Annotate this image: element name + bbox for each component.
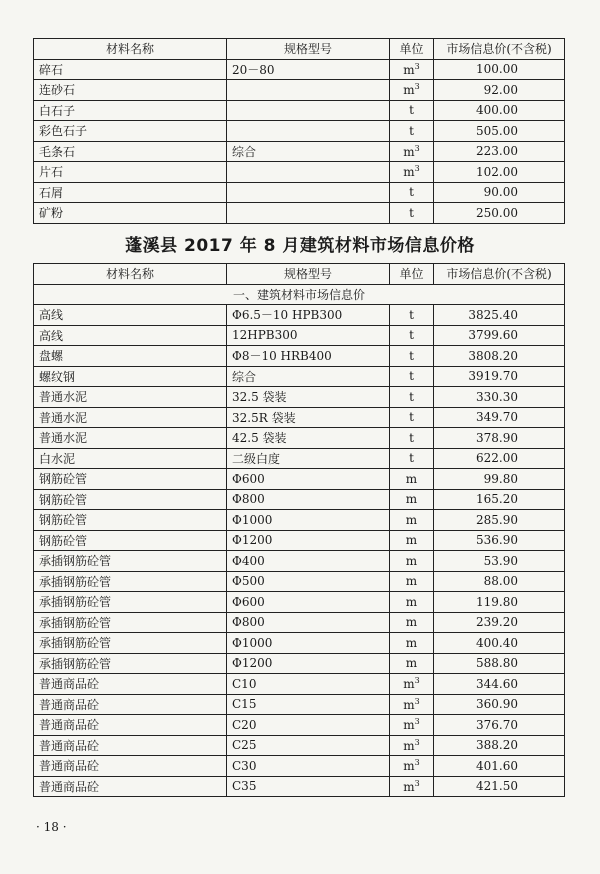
- spec-cell: C20: [227, 715, 390, 736]
- unit-superscript: 3: [414, 676, 420, 686]
- unit-text: m: [403, 718, 415, 733]
- spec-cell: 综合: [227, 141, 390, 162]
- material-name-cell: 普通商品砼: [34, 776, 227, 797]
- unit-text: m: [405, 492, 418, 507]
- unit-text: m: [405, 656, 418, 671]
- spec-cell: Φ1000: [227, 633, 390, 654]
- material-name-cell: 普通商品砼: [34, 694, 227, 715]
- unit-cell: [390, 387, 434, 408]
- unit-cell: [390, 203, 434, 224]
- unit-cell: [390, 530, 434, 551]
- unit-cell: [390, 776, 434, 797]
- material-name-cell: 钢筋砼管: [34, 489, 227, 510]
- table-row: [34, 551, 565, 572]
- material-name-cell: 钢筋砼管: [34, 530, 227, 551]
- spec-cell: Φ400: [227, 551, 390, 572]
- table-row: [34, 141, 565, 162]
- unit-text: m: [403, 759, 415, 774]
- price-table-continued: [33, 38, 565, 224]
- spec-cell: 32.5 袋装: [227, 387, 390, 408]
- unit-cell: [390, 80, 434, 101]
- price-cell: 53.90: [434, 551, 565, 572]
- header-material-name: 材料名称: [34, 264, 227, 285]
- price-cell: 400.40: [434, 633, 565, 654]
- unit-cell: [390, 59, 434, 80]
- spec-cell: C10: [227, 674, 390, 695]
- price-cell: 3825.40: [434, 305, 565, 326]
- table-row: [34, 530, 565, 551]
- material-name-cell: 普通商品砼: [34, 674, 227, 695]
- spec-cell: Φ8－10 HRB400: [227, 346, 390, 367]
- header-spec: 规格型号: [227, 39, 390, 60]
- unit-text: t: [409, 451, 414, 466]
- price-cell: 165.20: [434, 489, 565, 510]
- spec-cell: C35: [227, 776, 390, 797]
- material-name-cell: 钢筋砼管: [34, 510, 227, 531]
- price-cell: 536.90: [434, 530, 565, 551]
- material-name-cell: 白石子: [34, 100, 227, 121]
- unit-text: t: [409, 430, 414, 445]
- price-cell: 3808.20: [434, 346, 565, 367]
- unit-cell: [390, 735, 434, 756]
- page-number: · 18 ·: [36, 820, 67, 834]
- material-name-cell: 毛条石: [34, 141, 227, 162]
- unit-text: m: [403, 83, 415, 98]
- table-row: [34, 80, 565, 101]
- price-cell: 360.90: [434, 694, 565, 715]
- material-name-cell: 白水泥: [34, 448, 227, 469]
- material-name-cell: 碎石: [34, 59, 227, 80]
- material-name-cell: 承插钢筋砼管: [34, 653, 227, 674]
- price-cell: 3799.60: [434, 325, 565, 346]
- unit-text: t: [409, 123, 414, 138]
- material-name-cell: 彩色石子: [34, 121, 227, 142]
- material-name-cell: 普通商品砼: [34, 756, 227, 777]
- spec-cell: C25: [227, 735, 390, 756]
- unit-text: t: [409, 185, 414, 200]
- unit-cell: [390, 162, 434, 183]
- table-row: [34, 715, 565, 736]
- price-cell: 285.90: [434, 510, 565, 531]
- material-name-cell: 盘螺: [34, 346, 227, 367]
- unit-cell: [390, 612, 434, 633]
- table-row: [34, 735, 565, 756]
- spec-cell: 综合: [227, 366, 390, 387]
- material-name-cell: 普通商品砼: [34, 715, 227, 736]
- unit-text: m: [405, 512, 418, 527]
- table-row: [34, 694, 565, 715]
- unit-cell: [390, 653, 434, 674]
- unit-text: t: [409, 328, 414, 343]
- spec-cell: C30: [227, 756, 390, 777]
- unit-cell: [390, 674, 434, 695]
- spec-cell: C15: [227, 694, 390, 715]
- section-row: [34, 284, 565, 305]
- spec-cell: [227, 203, 390, 224]
- unit-cell: [390, 100, 434, 121]
- table-row: [34, 366, 565, 387]
- material-name-cell: 普通水泥: [34, 428, 227, 449]
- price-cell: 376.70: [434, 715, 565, 736]
- unit-cell: [390, 428, 434, 449]
- unit-superscript: 3: [414, 717, 420, 727]
- table-row: [34, 489, 565, 510]
- spec-cell: Φ500: [227, 571, 390, 592]
- unit-text: m: [403, 779, 415, 794]
- table-row: [34, 325, 565, 346]
- price-cell: 102.00: [434, 162, 565, 183]
- material-name-cell: 片石: [34, 162, 227, 183]
- unit-text: t: [409, 389, 414, 404]
- material-name-cell: 承插钢筋砼管: [34, 571, 227, 592]
- unit-cell: [390, 346, 434, 367]
- price-table-main: [33, 263, 565, 797]
- price-cell: 505.00: [434, 121, 565, 142]
- table-row: [34, 387, 565, 408]
- table-row: [34, 305, 565, 326]
- unit-text: m: [403, 677, 415, 692]
- price-cell: 99.80: [434, 469, 565, 490]
- price-cell: 622.00: [434, 448, 565, 469]
- unit-cell: [390, 305, 434, 326]
- section-label: 一、建筑材料市场信息价: [34, 284, 565, 305]
- price-cell: 100.00: [434, 59, 565, 80]
- unit-text: t: [409, 369, 414, 384]
- price-cell: 378.90: [434, 428, 565, 449]
- spec-cell: [227, 80, 390, 101]
- unit-text: m: [405, 594, 418, 609]
- price-cell: 401.60: [434, 756, 565, 777]
- spec-cell: 二级白度: [227, 448, 390, 469]
- unit-text: t: [409, 348, 414, 363]
- price-cell: 92.00: [434, 80, 565, 101]
- price-cell: 421.50: [434, 776, 565, 797]
- table-row: [34, 407, 565, 428]
- unit-superscript: 3: [414, 737, 420, 747]
- table-row: [34, 756, 565, 777]
- unit-text: m: [405, 471, 418, 486]
- unit-cell: [390, 407, 434, 428]
- spec-cell: [227, 162, 390, 183]
- price-cell: 119.80: [434, 592, 565, 613]
- price-cell: 88.00: [434, 571, 565, 592]
- material-name-cell: 普通水泥: [34, 387, 227, 408]
- spec-cell: Φ800: [227, 489, 390, 510]
- material-name-cell: 石屑: [34, 182, 227, 203]
- header-spec: 规格型号: [227, 264, 390, 285]
- material-name-cell: 连砂石: [34, 80, 227, 101]
- table-row: [34, 59, 565, 80]
- price-cell: 344.60: [434, 674, 565, 695]
- table-row: [34, 182, 565, 203]
- unit-text: m: [403, 144, 415, 159]
- unit-superscript: 3: [414, 164, 420, 174]
- unit-text: m: [403, 738, 415, 753]
- unit-cell: [390, 510, 434, 531]
- unit-text: m: [405, 553, 418, 568]
- header-unit: 单位: [390, 264, 434, 285]
- material-name-cell: 高线: [34, 325, 227, 346]
- spec-cell: 42.5 袋装: [227, 428, 390, 449]
- header-material-name: 材料名称: [34, 39, 227, 60]
- table-row: [34, 612, 565, 633]
- spec-cell: Φ1200: [227, 653, 390, 674]
- unit-cell: [390, 325, 434, 346]
- spec-cell: [227, 182, 390, 203]
- table-row: [34, 633, 565, 654]
- spec-cell: Φ600: [227, 592, 390, 613]
- unit-cell: [390, 182, 434, 203]
- header-price: 市场信息价(不含税): [434, 39, 565, 60]
- unit-text: m: [403, 62, 415, 77]
- table-row: [34, 428, 565, 449]
- spec-cell: Φ600: [227, 469, 390, 490]
- unit-cell: [390, 694, 434, 715]
- material-name-cell: 承插钢筋砼管: [34, 551, 227, 572]
- unit-cell: [390, 489, 434, 510]
- unit-cell: [390, 633, 434, 654]
- spec-cell: 32.5R 袋装: [227, 407, 390, 428]
- price-cell: 388.20: [434, 735, 565, 756]
- spec-cell: 20－80: [227, 59, 390, 80]
- unit-cell: [390, 469, 434, 490]
- unit-text: m: [403, 697, 415, 712]
- unit-cell: [390, 571, 434, 592]
- unit-cell: [390, 715, 434, 736]
- material-name-cell: 承插钢筋砼管: [34, 592, 227, 613]
- material-name-cell: 矿粉: [34, 203, 227, 224]
- unit-text: m: [403, 165, 415, 180]
- unit-superscript: 3: [414, 143, 420, 153]
- spec-cell: Φ1200: [227, 530, 390, 551]
- unit-superscript: 3: [414, 758, 420, 768]
- table-row: [34, 121, 565, 142]
- spec-cell: Φ800: [227, 612, 390, 633]
- price-cell: 349.70: [434, 407, 565, 428]
- unit-text: t: [409, 205, 414, 220]
- unit-cell: [390, 141, 434, 162]
- unit-text: m: [405, 533, 418, 548]
- unit-cell: [390, 551, 434, 572]
- material-name-cell: 承插钢筋砼管: [34, 612, 227, 633]
- table-row: [34, 674, 565, 695]
- spec-cell: Φ6.5－10 HPB300: [227, 305, 390, 326]
- unit-cell: [390, 366, 434, 387]
- material-name-cell: 钢筋砼管: [34, 469, 227, 490]
- material-name-cell: 普通商品砼: [34, 735, 227, 756]
- unit-text: t: [409, 103, 414, 118]
- price-cell: 239.20: [434, 612, 565, 633]
- price-cell: 250.00: [434, 203, 565, 224]
- table-row: [34, 448, 565, 469]
- table-row: [34, 653, 565, 674]
- unit-superscript: 3: [414, 82, 420, 92]
- unit-superscript: 3: [414, 61, 420, 71]
- unit-cell: [390, 448, 434, 469]
- spec-cell: [227, 121, 390, 142]
- table-row: [34, 510, 565, 531]
- page-title: 蓬溪县 2017 年 8 月建筑材料市场信息价格: [125, 236, 475, 256]
- table-row: [34, 100, 565, 121]
- unit-cell: [390, 592, 434, 613]
- table-row: [34, 346, 565, 367]
- table-row: [34, 776, 565, 797]
- unit-text: m: [405, 635, 418, 650]
- table-header-row: [34, 39, 565, 60]
- unit-cell: [390, 121, 434, 142]
- table-row: [34, 592, 565, 613]
- table-row: [34, 162, 565, 183]
- material-name-cell: 高线: [34, 305, 227, 326]
- header-unit: 单位: [390, 39, 434, 60]
- table-header-row: [34, 264, 565, 285]
- unit-text: t: [409, 307, 414, 322]
- price-cell: 330.30: [434, 387, 565, 408]
- material-name-cell: 普通水泥: [34, 407, 227, 428]
- spec-cell: Φ1000: [227, 510, 390, 531]
- table-row: [34, 469, 565, 490]
- unit-superscript: 3: [414, 696, 420, 706]
- price-cell: 588.80: [434, 653, 565, 674]
- price-cell: 3919.70: [434, 366, 565, 387]
- spec-cell: [227, 100, 390, 121]
- unit-text: t: [409, 410, 414, 425]
- table-row: [34, 571, 565, 592]
- price-cell: 90.00: [434, 182, 565, 203]
- price-cell: 400.00: [434, 100, 565, 121]
- header-price: 市场信息价(不含税): [434, 264, 565, 285]
- unit-superscript: 3: [414, 778, 420, 788]
- unit-cell: [390, 756, 434, 777]
- material-name-cell: 承插钢筋砼管: [34, 633, 227, 654]
- unit-text: m: [405, 574, 418, 589]
- price-cell: 223.00: [434, 141, 565, 162]
- table-row: [34, 203, 565, 224]
- unit-text: m: [405, 615, 418, 630]
- spec-cell: 12HPB300: [227, 325, 390, 346]
- material-name-cell: 螺纹钢: [34, 366, 227, 387]
